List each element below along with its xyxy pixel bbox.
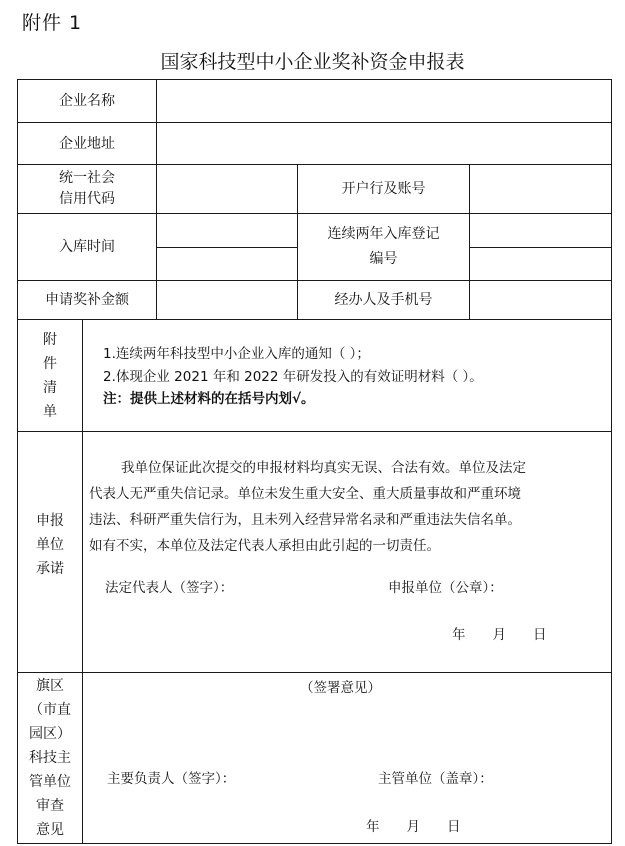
review-opinion-label: 旗区 （市直 园区） 科技主 管单位 审查 意见 <box>29 678 71 838</box>
commitment-line-4: 如有不实，本单位及法定代表人承担由此引起的一切责任。 <box>89 538 440 554</box>
review-date: 年 月 日 <box>366 819 461 835</box>
company-address-input[interactable] <box>157 123 611 164</box>
unit-seal-label: 申报单位（公章）： <box>388 580 503 596</box>
dept-seal-label: 主管单位（盖章）： <box>378 771 493 787</box>
contact-input[interactable] <box>470 281 611 319</box>
attachment-note: 注：提供上述材料的在括号内划√。 <box>103 391 315 407</box>
award-amount-label: 申请奖补金额 <box>45 292 129 308</box>
entry-time-input-2[interactable] <box>157 248 297 280</box>
attachment-label: 附件 1 <box>22 12 83 34</box>
commitment-line-2: 代表人无严重失信记录。单位未发生重大安全、重大质量事故和严重环境 <box>89 486 521 502</box>
attachment-list-label: 附 件 清 单 <box>43 331 57 420</box>
commitment-line-1: 我单位保证此次提交的申报材料均真实无误、合法有效。单位及法定 <box>121 460 526 476</box>
registration-number-input-2[interactable] <box>470 248 611 280</box>
registration-number-label: 连续两年入库登记 编号 <box>327 226 440 267</box>
commitment-date: 年 月 日 <box>452 627 547 643</box>
company-name-input[interactable] <box>157 80 611 122</box>
contact-label: 经办人及手机号 <box>334 292 433 308</box>
company-name-label: 企业名称 <box>59 93 115 109</box>
commitment-label: 申报 单位 承诺 <box>36 513 64 577</box>
award-amount-input[interactable] <box>157 281 297 319</box>
registration-number-input-1[interactable] <box>470 214 611 247</box>
review-opinion-hint: （签署意见） <box>300 680 381 696</box>
legal-rep-signature-label: 法定代表人（签字）： <box>105 580 234 596</box>
form-title: 国家科技型中小企业奖补资金申报表 <box>160 51 465 73</box>
commitment-line-3: 违法、科研严重失信行为，且未列入经营异常名录和严重违法失信名单。 <box>89 512 521 528</box>
attachment-item-1: 1.连续两年科技型中小企业入库的通知（ ）； <box>103 346 370 362</box>
entry-time-label: 入库时间 <box>59 239 115 255</box>
attachment-item-2: 2.体现企业 2021 年和 2022 年研发投入的有效证明材料（ ）。 <box>103 369 483 385</box>
bank-account-input[interactable] <box>470 165 611 213</box>
leader-signature-label: 主要负责人（签字）： <box>107 771 236 787</box>
credit-code-input[interactable] <box>157 165 297 213</box>
credit-code-label: 统一社会 信用代码 <box>59 170 115 207</box>
entry-time-input-1[interactable] <box>157 214 297 247</box>
bank-account-label: 开户行及账号 <box>341 181 426 197</box>
company-address-label: 企业地址 <box>59 135 115 152</box>
